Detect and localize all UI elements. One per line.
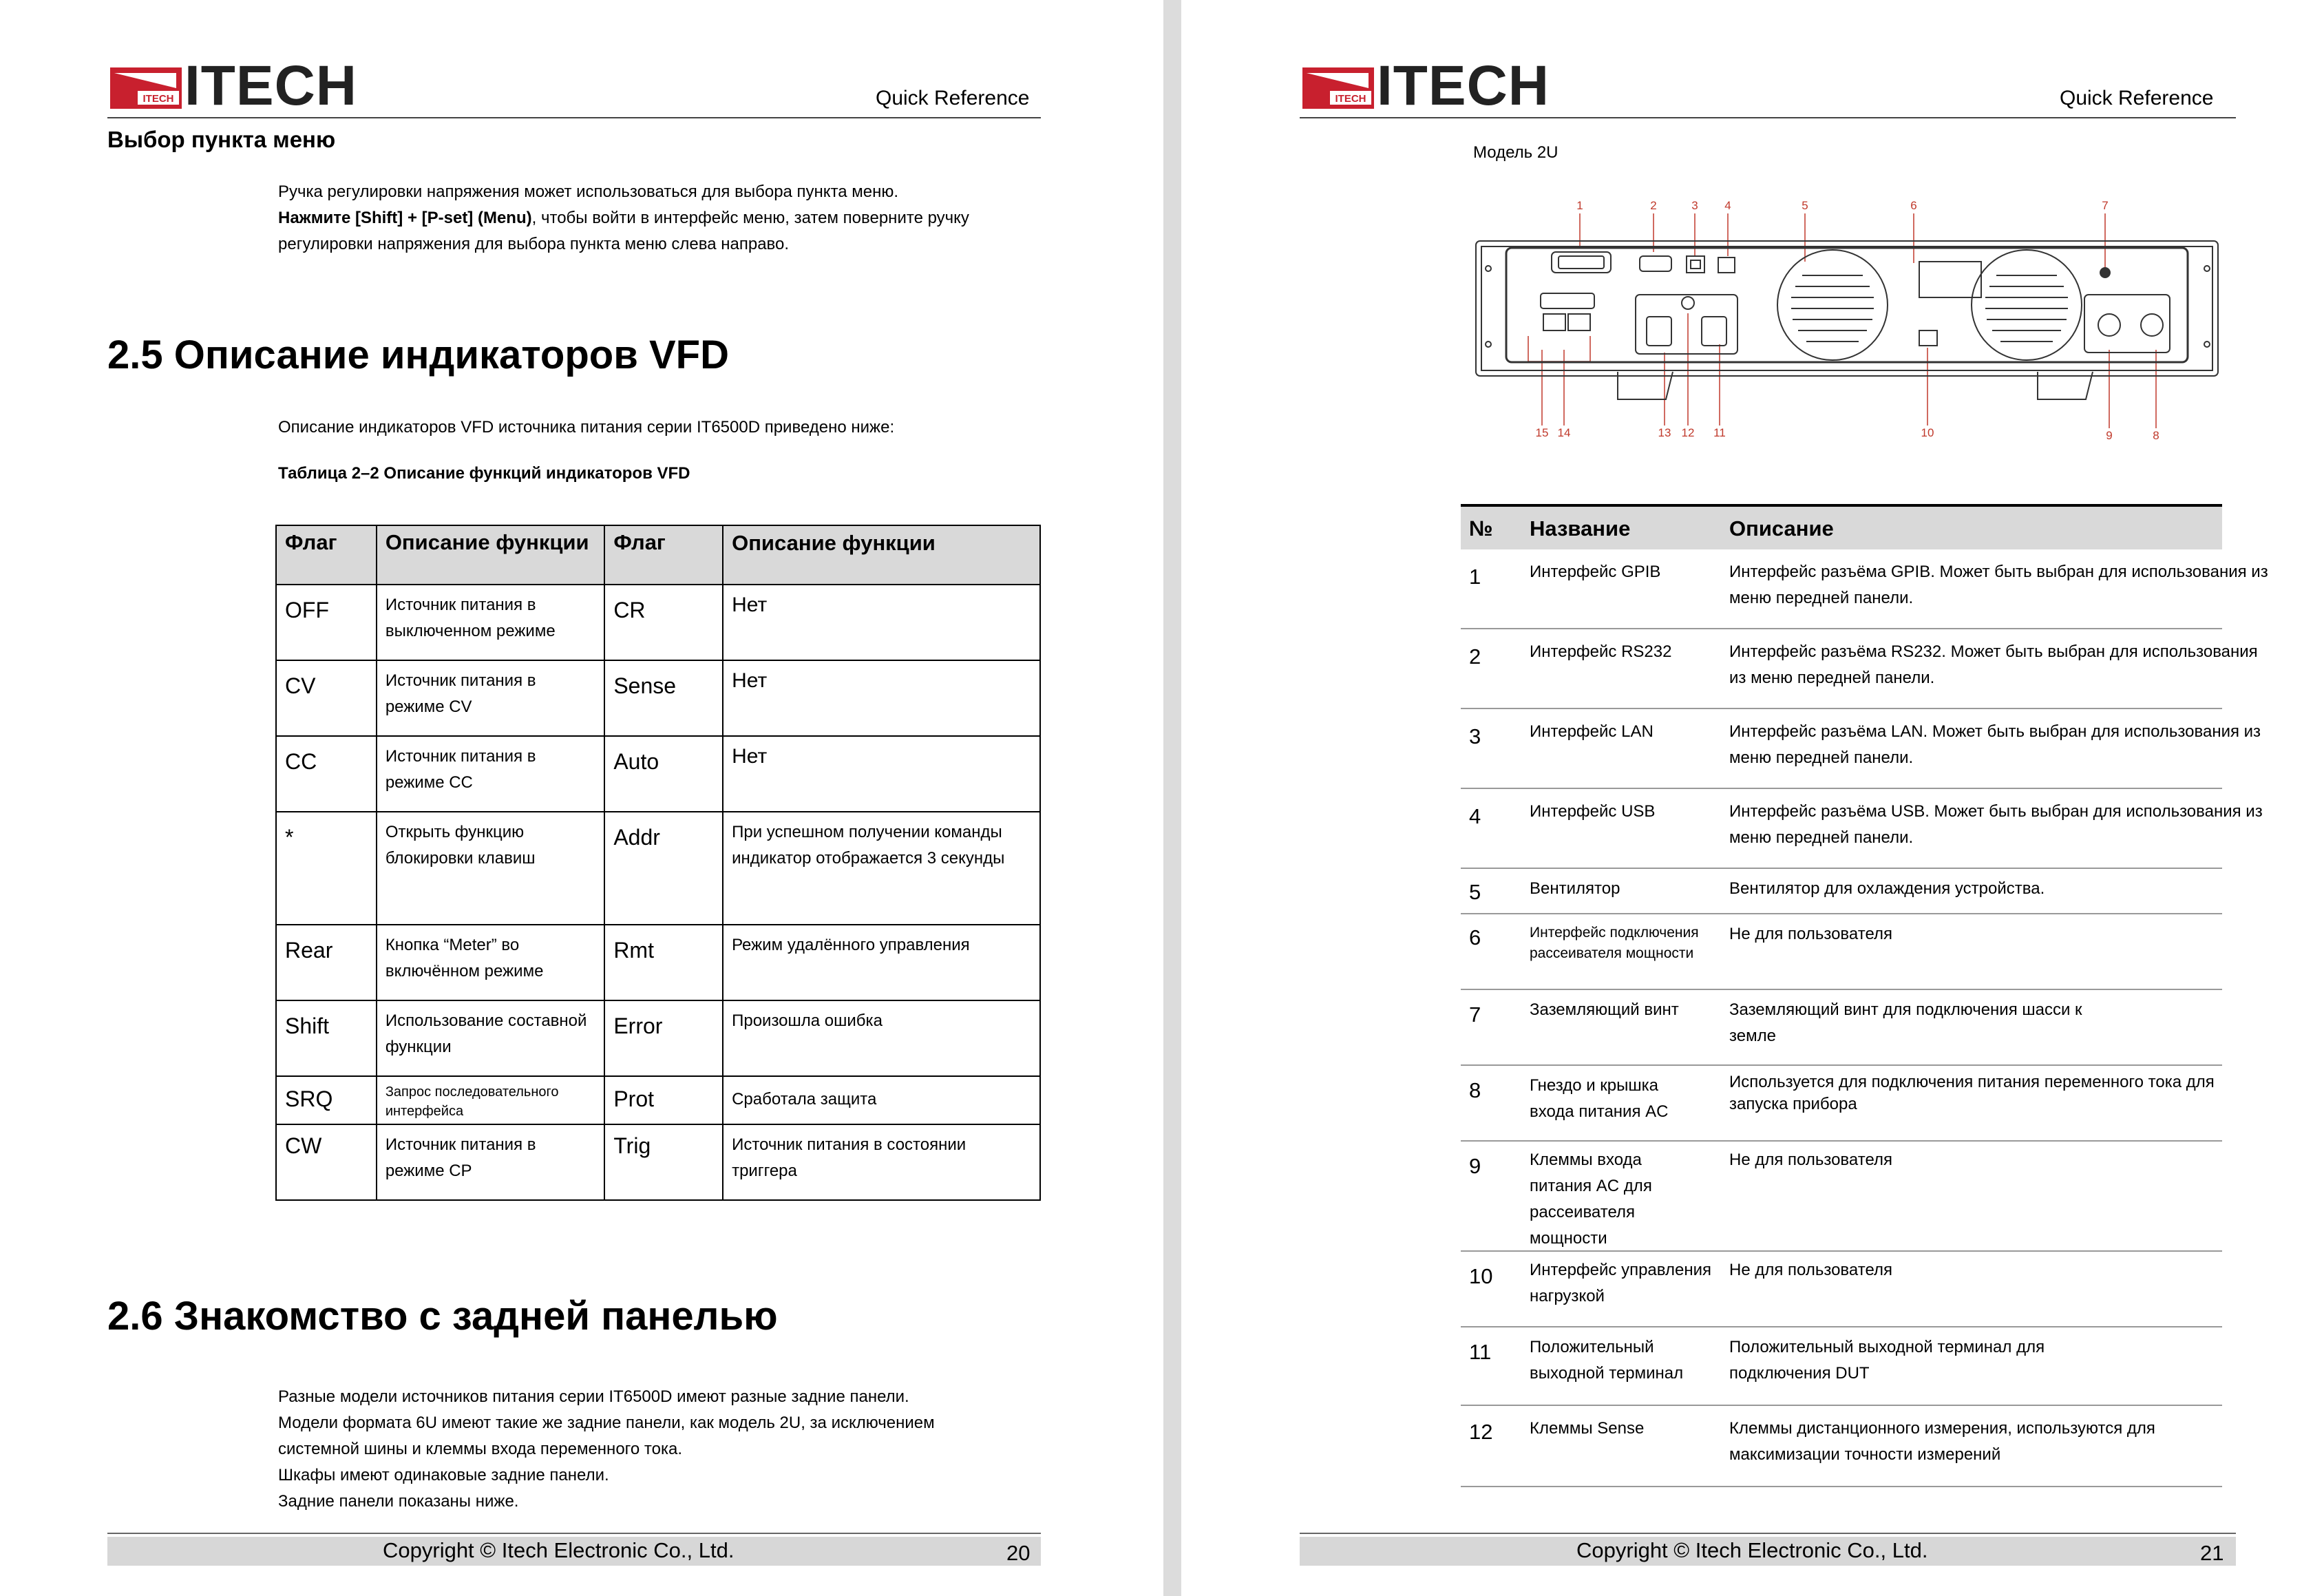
callout-9: 9 [2106, 429, 2113, 442]
page-gutter [1163, 0, 1181, 1596]
callout-11: 11 [1713, 426, 1726, 439]
col-header-flag: Флаг [276, 525, 377, 585]
footer-rule [107, 1533, 1041, 1534]
desc-cell: Источник питания в выключенном режиме [377, 585, 605, 660]
flag-cell: CV [276, 660, 377, 736]
header-rule [107, 117, 1041, 118]
flag-cell: CW [276, 1124, 377, 1200]
callout-14: 14 [1557, 426, 1571, 439]
table-row [1461, 789, 2263, 869]
row-number: 9 [1469, 1154, 1481, 1178]
table-row [1461, 990, 2222, 1066]
table-caption: Таблица 2–2 Описание функций индикаторов VFD [278, 464, 690, 483]
footer-copyright: Copyright © Itech Electronic Co., Ltd. [1576, 1538, 1928, 1562]
flag-cell: Sense [604, 660, 723, 736]
section-2-5-intro: Описание индикаторов VFD источника питания серии IT6500D приведено ниже: [278, 418, 895, 437]
flag-cell: Auto [604, 736, 723, 812]
table-row [276, 585, 1040, 660]
section-2-6-title: 2.6 Знакомство с задней панелью [107, 1294, 778, 1338]
row-name: Вентилятор [1530, 879, 1620, 898]
row-number: 3 [1469, 724, 1481, 748]
rear-line: Задние панели показаны ниже. [278, 1492, 519, 1511]
flag-cell: CR [604, 585, 723, 660]
table-row [1461, 1142, 2222, 1252]
desc-cell: Источник питания в режиме CP [377, 1124, 605, 1200]
row-name: Интерфейс подключения рассеивателя мощности [1530, 925, 1699, 961]
flag-cell: SRQ [276, 1076, 377, 1124]
row-name: Интерфейс GPIB [1530, 563, 1661, 581]
callout-4: 4 [1724, 199, 1731, 212]
page-number: 21 [2200, 1541, 2224, 1565]
flag-cell: * [276, 812, 377, 925]
row-description: Не для пользователя [1729, 1261, 1892, 1279]
rear-panel-diagram [1473, 193, 2223, 448]
header-rule [1300, 117, 2236, 118]
desc-cell: Нет [723, 585, 1040, 660]
callout-6: 6 [1910, 199, 1917, 212]
table-row [1461, 629, 2258, 709]
table-row [276, 736, 1040, 812]
brand-wordmark: ITECH [184, 54, 357, 117]
rear-panel-table-header [1461, 504, 2222, 549]
flag-cell: Prot [604, 1076, 723, 1124]
table-row [1461, 869, 2222, 914]
flag-cell: Trig [604, 1124, 723, 1200]
callout-1: 1 [1576, 199, 1583, 212]
row-number: 12 [1469, 1420, 1493, 1444]
row-name: Интерфейс управления нагрузкой [1530, 1261, 1711, 1305]
vfd-flag-table [275, 525, 1041, 1201]
desc-cell: Кнопка “Meter” во включённом режиме [377, 925, 605, 1000]
row-number: 4 [1469, 804, 1481, 828]
col-header-name: Название [1530, 516, 1631, 540]
flag-cell: Rmt [604, 925, 723, 1000]
table-row [1461, 549, 2268, 629]
menu-paragraph [278, 179, 1049, 258]
callout-leaders [1528, 213, 2156, 428]
row-name: Положительный выходной терминал [1530, 1338, 1684, 1383]
row-number: 11 [1469, 1340, 1492, 1364]
col-header-number: № [1469, 516, 1493, 540]
flag-cell: OFF [276, 585, 377, 660]
row-name: Клеммы Sense [1530, 1419, 1645, 1438]
table-row [1461, 1252, 2222, 1327]
row-description: Интерфейс разъёма LAN. Может быть выбран для использования из меню передней панели. [1729, 722, 2261, 767]
col-header-desc-2: Описание функции [723, 525, 1040, 585]
col-header-desc: Описание функции [377, 525, 605, 585]
table-row [1461, 1327, 2222, 1406]
table-row [1461, 1406, 2222, 1487]
row-name: Заземляющий винт [1530, 1000, 1679, 1019]
row-description: Не для пользователя [1729, 925, 1892, 943]
table-row [276, 1076, 1040, 1124]
rear-line: Модели формата 6U имеют такие же задние панели, как модель 2U, за исключением [278, 1414, 935, 1432]
row-number: 10 [1469, 1264, 1493, 1288]
callout-13: 13 [1658, 426, 1671, 439]
footer-copyright: Copyright © Itech Electronic Co., Ltd. [383, 1538, 735, 1562]
row-description: Используется для подключения питания переменного тока для запуска прибора [1729, 1073, 2215, 1113]
table-row [276, 812, 1040, 925]
callout-7: 7 [2102, 199, 2109, 212]
row-number: 5 [1469, 880, 1481, 904]
desc-cell: Произошла ошибка [723, 1000, 1040, 1076]
desc-cell: Нет [723, 736, 1040, 812]
desc-cell: При успешном получении команды индикатор отображается 3 секунды [723, 812, 1040, 925]
rear-panel-paragraph [278, 1384, 1049, 1515]
footer-rule [1300, 1533, 2236, 1534]
row-name: Гнездо и крышка входа питания AC [1530, 1076, 1669, 1121]
flag-cell: CC [276, 736, 377, 812]
callout-3: 3 [1691, 199, 1698, 212]
row-description: Интерфейс разъёма USB. Может быть выбран для использования из меню передней панели. [1729, 802, 2263, 847]
flag-cell: Error [604, 1000, 723, 1076]
row-number: 8 [1469, 1078, 1481, 1102]
flag-cell: Addr [604, 812, 723, 925]
table-header-row [276, 525, 1040, 585]
fan-icon [1972, 250, 2082, 360]
callout-5: 5 [1802, 199, 1808, 212]
flag-cell: Rear [276, 925, 377, 1000]
callout-labels-bottom [1536, 426, 2159, 442]
desc-cell: Источник питания в режиме CV [377, 660, 605, 736]
svg-text:ITECH: ITECH [1335, 93, 1366, 105]
row-number: 2 [1469, 644, 1481, 669]
section-2-5-title: 2.5 Описание индикаторов VFD [107, 333, 729, 377]
row-description: Положительный выходной терминал для подключения DUT [1729, 1338, 2045, 1383]
table-row [1461, 1066, 2222, 1142]
header-label: Quick Reference [876, 87, 1030, 109]
rear-line: системной шины и клеммы входа переменного тока. [278, 1440, 683, 1458]
callout-12: 12 [1681, 426, 1695, 439]
row-description: Клеммы дистанционного измерения, используются для максимизации точности измерений [1729, 1419, 2155, 1464]
itech-logo-icon [1302, 67, 1374, 109]
desc-cell: Режим удалённого управления [723, 925, 1040, 1000]
row-description: Заземляющий винт для подключения шасси к земле [1729, 1000, 2082, 1045]
row-name: Клеммы входа питания AC для рассеивателя мощности [1530, 1151, 1652, 1248]
row-number: 7 [1469, 1002, 1481, 1027]
row-name: Интерфейс LAN [1530, 722, 1654, 741]
table-row [276, 1124, 1040, 1200]
table-row [276, 660, 1040, 736]
col-header-description: Описание [1729, 516, 1834, 540]
desc-cell: Источник питания в состоянии триггера [723, 1124, 1040, 1200]
itech-logo-icon [110, 67, 182, 109]
desc-cell: Запрос последовательного интерфейса [377, 1076, 605, 1124]
col-header-flag-2: Флаг [604, 525, 723, 585]
table-row [276, 1000, 1040, 1076]
table-row [1461, 709, 2261, 789]
model-label: Модель 2U [1473, 143, 1559, 162]
callout-8: 8 [2153, 429, 2159, 442]
row-number: 1 [1469, 565, 1481, 589]
menu-heading: Выбор пункта меню [107, 127, 336, 152]
desc-cell: Нет [723, 660, 1040, 736]
desc-cell: Источник питания в режиме CC [377, 736, 605, 812]
row-description: Не для пользователя [1729, 1151, 1892, 1169]
menu-line-1: Ручка регулировки напряжения может использоваться для выбора пункта меню. [278, 182, 899, 201]
rear-line: Разные модели источников питания серии IT6500D имеют разные задние панели. [278, 1387, 909, 1406]
header-label: Quick Reference [2060, 87, 2214, 109]
table-row [276, 925, 1040, 1000]
menu-shortcut: Нажмите [Shift] + [P-set] (Menu) [278, 209, 532, 227]
callout-10: 10 [1921, 426, 1934, 439]
table-row [1461, 914, 2222, 990]
callout-15: 15 [1535, 426, 1549, 439]
menu-line-2: Нажмите [Shift] + [P-set] (Menu), чтобы войти в интерфейс меню, затем поверните ручку [278, 209, 969, 227]
row-description: Интерфейс разъёма GPIB. Может быть выбран для использования из меню передней панели. [1729, 563, 2268, 607]
brand-wordmark: ITECH [1377, 54, 1550, 117]
svg-text:ITECH: ITECH [142, 93, 174, 105]
flag-cell: Shift [276, 1000, 377, 1076]
page-number: 20 [1006, 1541, 1031, 1565]
row-name: Интерфейс USB [1530, 802, 1656, 821]
menu-line-3: регулировки напряжения для выбора пункта меню слева направо. [278, 235, 790, 253]
row-description: Интерфейс разъёма RS232. Может быть выбран для использования из меню передней панели. [1729, 642, 2258, 687]
row-description: Вентилятор для охлаждения устройства. [1729, 879, 2045, 898]
callout-labels-top [1576, 199, 2108, 212]
rear-line: Шкафы имеют одинаковые задние панели. [278, 1466, 609, 1484]
desc-cell: Использование составной функции [377, 1000, 605, 1076]
row-number: 6 [1469, 925, 1481, 949]
connectors [1541, 252, 2170, 354]
fan-icon [1777, 250, 1888, 360]
callout-2: 2 [1650, 199, 1657, 212]
desc-cell: Открыть функцию блокировки клавиш [377, 812, 605, 925]
row-name: Интерфейс RS232 [1530, 642, 1672, 661]
desc-cell: Сработала защита [723, 1076, 1040, 1124]
